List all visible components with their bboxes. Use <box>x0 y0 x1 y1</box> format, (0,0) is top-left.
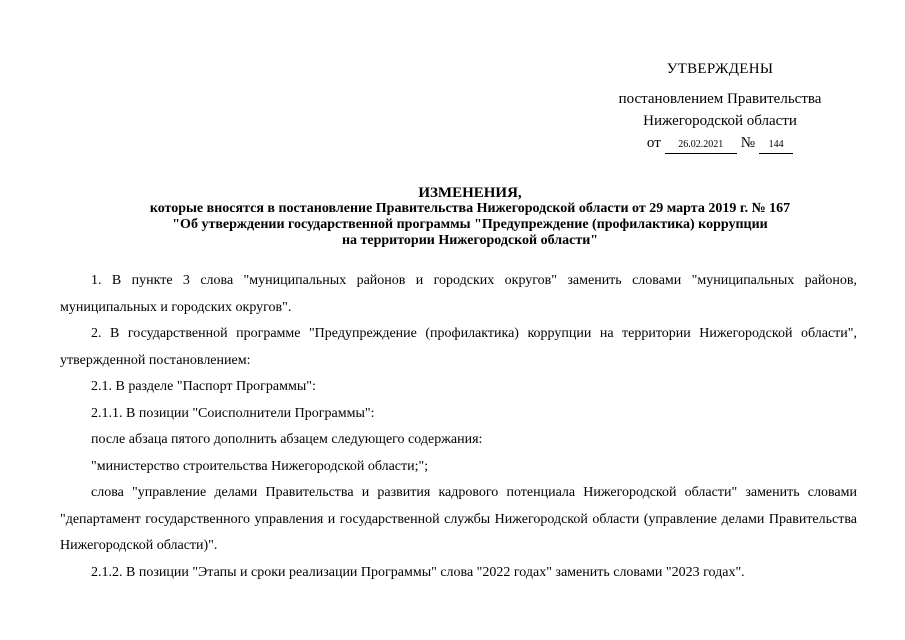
paragraph-1: 1. В пункте 3 слова "муниципальных районов и городских округов" заменить словами "муниципальных районов, муниципальных и городских округов". <box>60 273 857 315</box>
paragraph-7: слова "управление делами Правительства и развития кадрового потенциала Нижегородской области" заменить словами "департамент государственного управления и государственной службы Нижегородской области (управление делами Правительства Нижегородской области)". <box>60 485 857 553</box>
approval-stamp <box>590 58 850 154</box>
title-line-1: которые вносятся в постановление Правительства Нижегородской области от 29 марта 2019 г. № 167 <box>149 201 791 216</box>
from-label: от <box>646 135 661 151</box>
paragraph-5: после абзаца пятого дополнить абзацем следующего содержания: <box>91 432 483 447</box>
approval-line-2: Нижегородской области <box>643 113 797 129</box>
document-title <box>60 185 880 249</box>
approval-date-number-line <box>590 132 850 154</box>
title-line-3: на территории Нижегородской области" <box>341 233 599 248</box>
paragraph-8: 2.1.2. В позиции "Этапы и сроки реализации Программы" слова "2022 годах" заменить словами "2023 годах". <box>91 564 745 580</box>
approval-heading: УТВЕРЖДЕНЫ <box>666 61 774 77</box>
approval-date: 26.02.2021 <box>665 138 737 154</box>
document-body <box>60 268 857 586</box>
title-line-2: "Об утверждении государственной программы "Предупреждение (профилактика) коррупции <box>172 217 768 232</box>
title-main: ИЗМЕНЕНИЯ, <box>418 185 522 201</box>
paragraph-3: 2.1. В разделе "Паспорт Программы": <box>91 379 316 394</box>
paragraph-4: 2.1.1. В позиции "Соисполнители Программы": <box>91 405 375 421</box>
approval-number: 144 <box>759 138 793 154</box>
paragraph-6: "министерство строительства Нижегородской области;"; <box>91 458 429 474</box>
number-label: № <box>740 135 756 151</box>
approval-line-1: постановлением Правительства <box>618 91 822 107</box>
paragraph-2: 2. В государственной программе "Предупреждение (профилактика) коррупции на территории Нижегородской области", утвержденной постановлением: <box>60 326 857 368</box>
